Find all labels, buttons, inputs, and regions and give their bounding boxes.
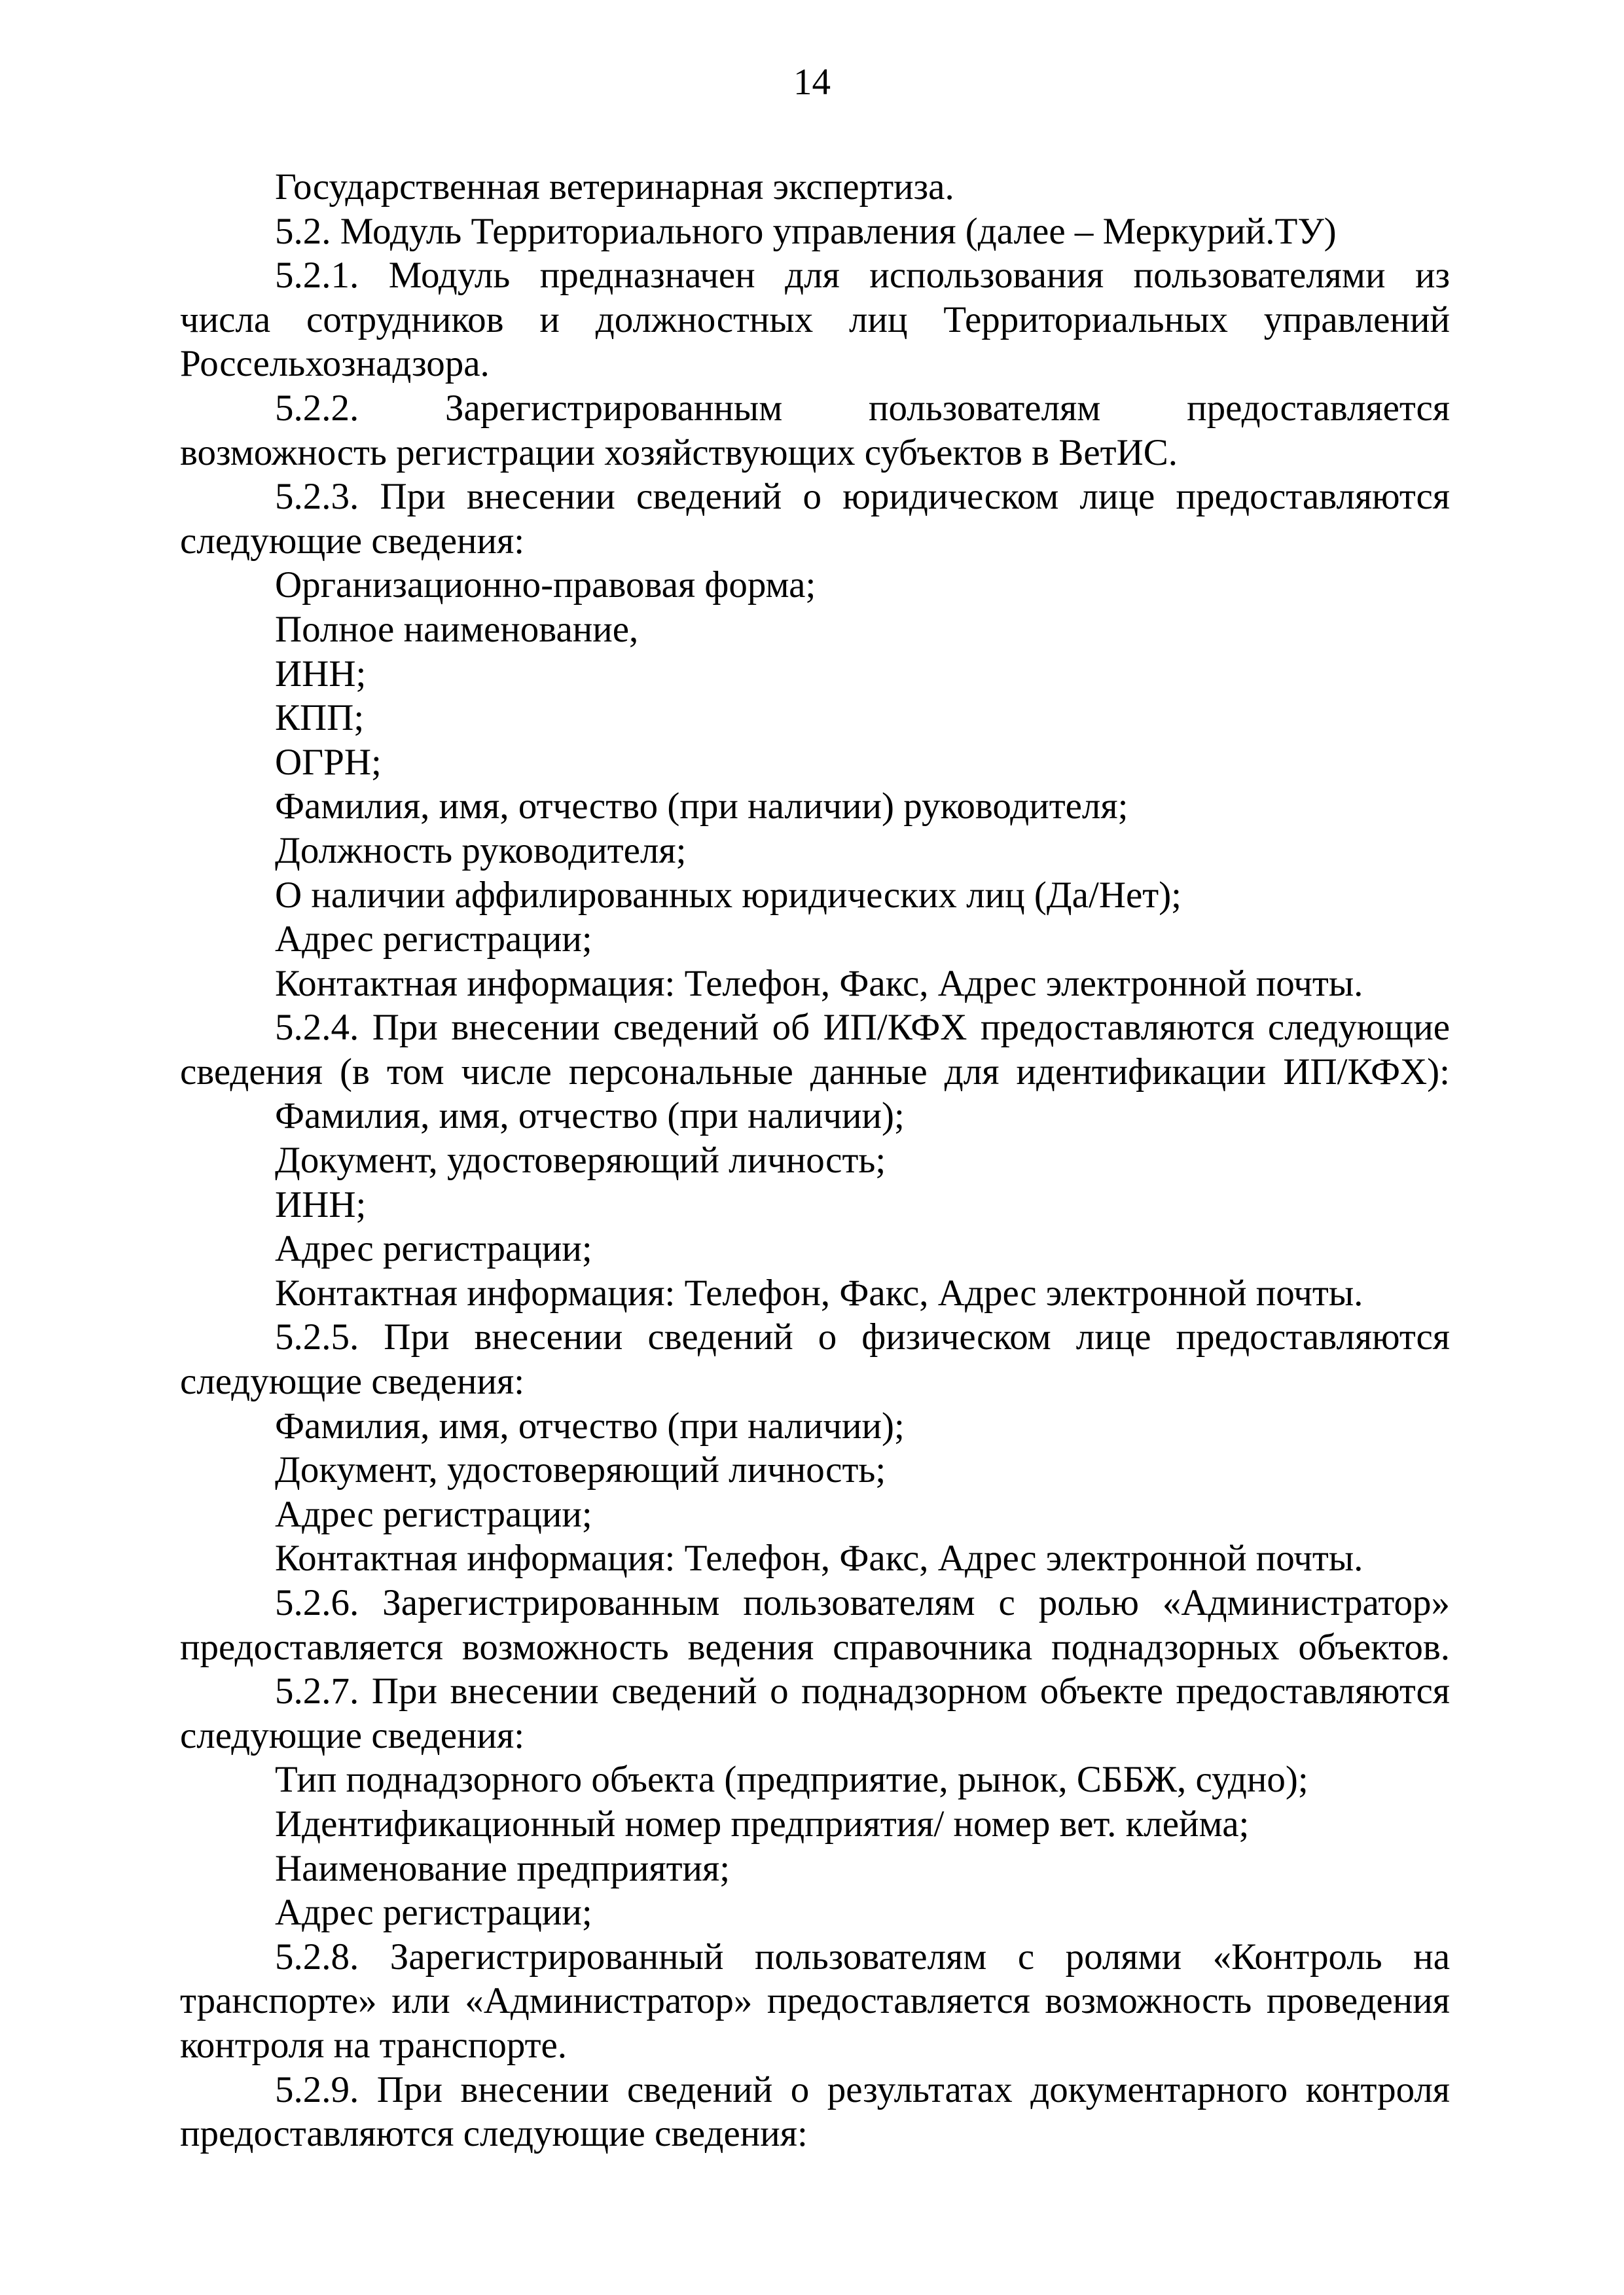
text-line: 5.2. Модуль Территориального управления (далее – Меркурий.ТУ) (275, 210, 1337, 252)
text-line: Фамилия, имя, отчество (при наличии) руководителя; (275, 786, 1128, 827)
text-line: ИНН; (275, 653, 367, 695)
text-line: 5.2.6. Зарегистрированным пользователям с ролью «Администратор» (275, 1582, 1450, 1623)
text-line: О наличии аффилированных юридических лиц (Да/Нет); (275, 874, 1182, 916)
text-line: Организационно-правовая форма; (275, 564, 816, 606)
text-line: Адрес регистрации; (275, 1493, 592, 1535)
text-line: Тип поднадзорного объекта (предприятие, рынок, СББЖ, судно); (275, 1759, 1308, 1801)
text-line: Документ, удостоверяющий личность; (275, 1449, 886, 1491)
text-line: сведения (в том числе персональные данные для идентификации ИП/КФХ): (180, 1051, 1450, 1093)
text-line: возможность регистрации хозяйствующих субъектов в ВетИС. (180, 431, 1178, 473)
text-line: Должность руководителя; (275, 829, 687, 871)
text-line: 5.2.5. При внесении сведений о физическом лице предоставляются (275, 1316, 1450, 1358)
text-line: Государственная ветеринарная экспертиза. (275, 166, 954, 208)
text-line: 5.2.1. Модуль предназначен для использования пользователями из (275, 255, 1450, 297)
text-line: ИНН; (275, 1184, 367, 1225)
text-line: предоставляется возможность ведения справочника поднадзорных объектов. (180, 1626, 1450, 1668)
text-line: контроля на транспорте. (180, 2024, 568, 2066)
text-line: Контактная информация: Телефон, Факс, Адрес электронной почты. (275, 1538, 1363, 1580)
text-line: 5.2.8. Зарегистрированный пользователям с ролями «Контроль на (275, 1936, 1450, 1978)
text-line: следующие сведения: (180, 520, 525, 562)
text-line: 5.2.4. При внесении сведений об ИП/КФХ предоставляются следующие (275, 1007, 1450, 1049)
text-line: Документ, удостоверяющий личность; (275, 1140, 886, 1182)
text-line: Фамилия, имя, отчество (при наличии); (275, 1095, 905, 1137)
text-line: 5.2.7. При внесении сведений о поднадзорном объекте предоставляются (275, 1671, 1450, 1712)
text-line: следующие сведения: (180, 1361, 525, 1403)
text-line: Полное наименование, (275, 608, 639, 650)
text-line: Идентификационный номер предприятия/ номер вет. клейма; (275, 1803, 1250, 1845)
text-line: Адрес регистрации; (275, 1892, 592, 1934)
text-line: Адрес регистрации; (275, 1228, 592, 1270)
text-line: следующие сведения: (180, 1714, 525, 1756)
text-line: 5.2.9. При внесении сведений о результатах документарного контроля (275, 2069, 1450, 2110)
text-line: Наименование предприятия; (275, 1847, 731, 1889)
text-line: 5.2.3. При внесении сведений о юридическом лице предоставляются (275, 476, 1450, 518)
text-line: Россельхознадзора. (180, 343, 490, 385)
document-body (180, 165, 1450, 2156)
text-line: числа сотрудников и должностных лиц Территориальных управлений (180, 298, 1450, 340)
text-line: транспорте» или «Администратор» предоставляется возможность проведения (180, 1980, 1450, 2022)
text-line: ОГРН; (275, 741, 382, 783)
text-line: Контактная информация: Телефон, Факс, Адрес электронной почты. (275, 962, 1363, 1004)
text-line: КПП; (275, 697, 365, 739)
text-line: Фамилия, имя, отчество (при наличии); (275, 1405, 905, 1447)
text-line: Адрес регистрации; (275, 918, 592, 960)
text-line: 5.2.2. Зарегистрированным пользователям предоставляется (275, 387, 1450, 429)
page-number: 14 (793, 62, 831, 103)
text-line: предоставляются следующие сведения: (180, 2113, 808, 2155)
text-line: Контактная информация: Телефон, Факс, Адрес электронной почты. (275, 1272, 1363, 1314)
